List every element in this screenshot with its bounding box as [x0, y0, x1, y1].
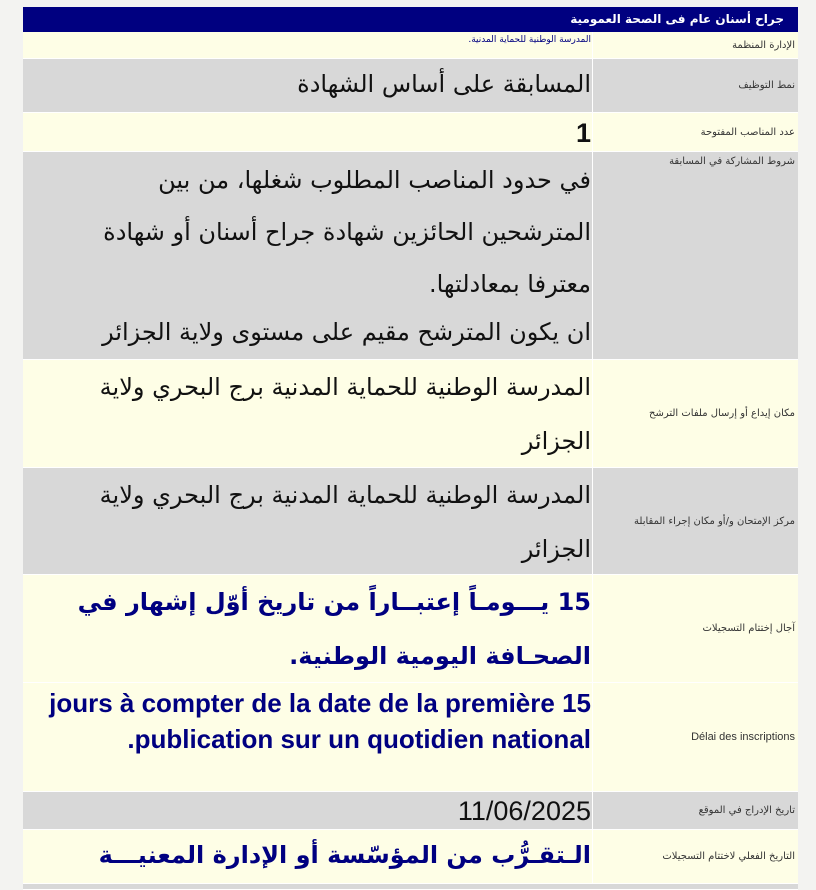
row-submission-place	[23, 360, 798, 468]
row-recruitment-type	[23, 59, 798, 113]
deadline-ar-label: آجال إختتام التسجيلات	[702, 623, 795, 634]
row-open-positions	[23, 113, 798, 152]
exam-center-value: المدرسة الوطنية للحماية المدنية برج البحري ولاية الجزائر	[23, 468, 593, 574]
deadline-fr-label: Délai des inscriptions	[691, 731, 795, 743]
table-bottom-edge	[23, 884, 798, 890]
submission-place-label: مكان إيداع أو إرسال ملفات الترشح	[648, 408, 795, 419]
recruitment-type-value: المسابقة على أساس الشهادة	[23, 59, 593, 112]
conditions-text-2: ان يكون المترشح مقيم على مستوى ولاية الجزائر	[102, 318, 591, 346]
listing-date-value: 11/06/2025	[23, 792, 593, 829]
exam-center-label: مركز الإمتحان و/أو مكان إجراء المقابلة	[634, 515, 795, 527]
job-title: جراح أسنان عام فى الصحة العمومية	[23, 7, 798, 32]
row-listing-date	[23, 792, 798, 830]
row-deadline-ar	[23, 575, 798, 683]
open-positions-label: عدد المناصب المفتوحة	[700, 126, 795, 138]
conditions-value	[23, 152, 593, 359]
row-conditions	[23, 152, 798, 360]
row-actual-closing	[23, 830, 798, 884]
submission-place-value: المدرسة الوطنية للحماية المدنية برج البحري ولاية الجزائر	[23, 360, 593, 467]
actual-closing-value: الـتقـرُّب من المؤسّسة أو الإدارة المعنيـــة	[23, 830, 593, 883]
conditions-label: شروط المشاركة في المسابقة	[669, 156, 795, 167]
listing-date-label: تاريخ الإدراج في الموقع	[698, 805, 795, 816]
actual-closing-label: التاريخ الفعلي لاختتام التسجيلات	[662, 851, 795, 862]
organizer-value: المدرسة الوطنية للحماية المدنية.	[23, 32, 593, 58]
row-organizer	[23, 32, 798, 59]
deadline-fr-value: 15 jours à compter de la date de la première publication sur un quotidien national.	[23, 683, 593, 791]
open-positions-value: 1	[23, 113, 593, 151]
recruitment-type-label: نمط التوظيف	[738, 80, 795, 91]
row-deadline-fr	[23, 683, 798, 792]
job-listing-page	[23, 7, 798, 890]
conditions-text-1: في حدود المناصب المطلوب شغلها، من بين المترشحين الحائزين شهادة جراح أسنان أو شهادة معترفا بمعادلتها.	[103, 166, 591, 298]
deadline-ar-value: 15 يـــومـاً إعتبــاراً من تاريخ أوّل إشهار في الصحـافة اليومية الوطنية.	[23, 575, 593, 682]
organizer-label: الإدارة المنظمة	[732, 39, 795, 51]
row-exam-center	[23, 468, 798, 575]
